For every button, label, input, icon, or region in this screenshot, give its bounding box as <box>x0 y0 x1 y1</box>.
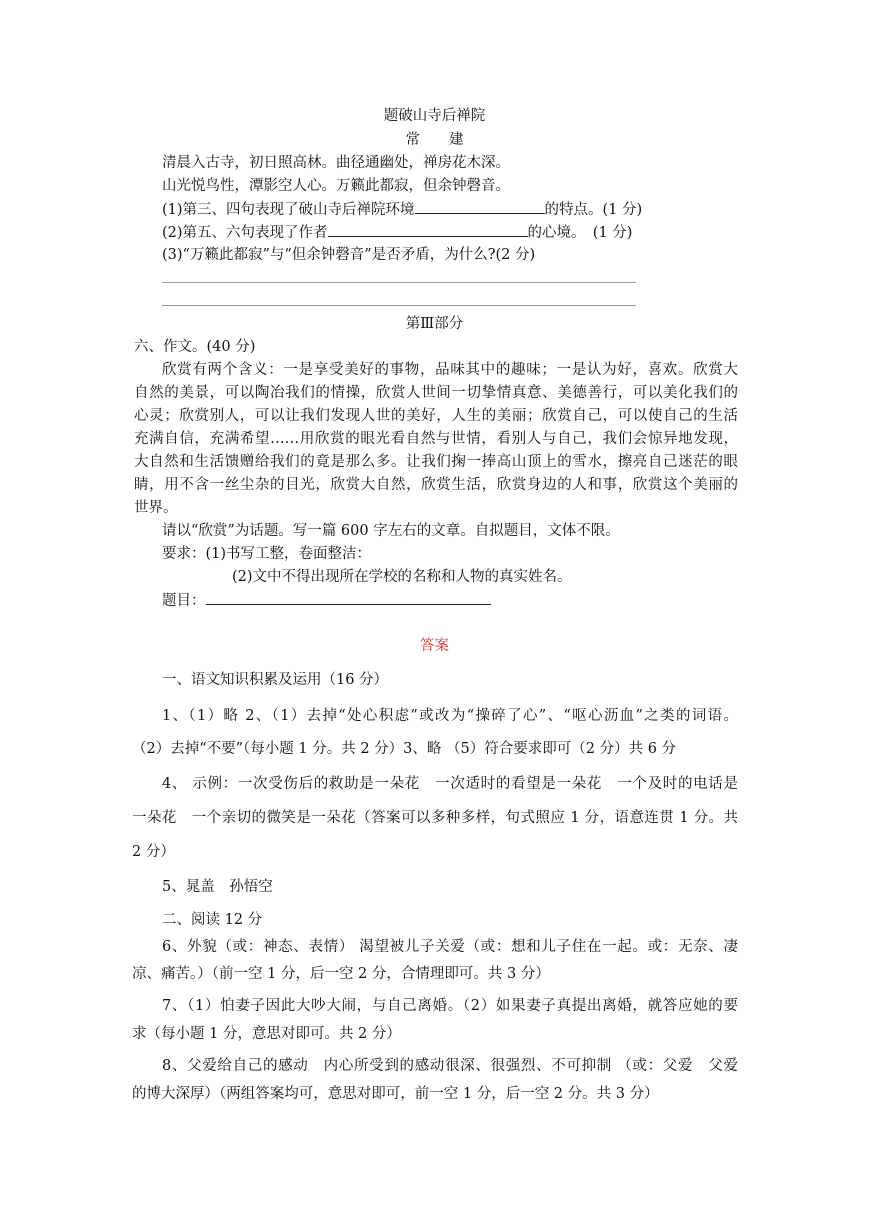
composition-task: 请以“欣赏”为话题。写一篇 600 字左右的文章。自拟题目，文体不限。 <box>162 523 620 539</box>
title-label: 题目： <box>162 593 206 609</box>
question-2-prefix: (2)第五、六句表现了作者 <box>162 225 328 241</box>
answer-line: 4、 示例：一次受伤后的救助是一朵花 一次适时的看望是一朵花 一个及时的电话是 <box>162 776 738 792</box>
prompt-line: 欣赏有两个含义：一是享受美好的事物，品味其中的趣味；一是认为好，喜欢。欣赏大 <box>162 362 738 378</box>
prompt-line: 充满自信，充满希望……用欣赏的眼光看自然与世情，看别人与自己，我们会惊异地发现， <box>134 431 738 447</box>
answer-line: 5、晁盖 孙悟空 <box>162 879 273 895</box>
part3-heading: 第Ⅲ部分 <box>405 316 464 332</box>
answer-line: 求（每小题 1 分，意思对即可。共 2 分） <box>132 1026 401 1042</box>
poem-line-2: 山光悦鸟性，潭影空人心。万籁此都寂，但余钟磬音。 <box>162 178 510 194</box>
question-3: (3)“万籁此都寂”与“但余钟磬音”是否矛盾，为什么?(2 分) <box>162 247 536 263</box>
prompt-line: 大自然和生活馈赠给我们的竟是那么多。让我们掬一捧高山顶上的雪水，擦亮自己迷茫的眼 <box>134 454 738 470</box>
answer-line: 二、阅读 12 分 <box>162 912 263 928</box>
poem-author: 常 建 <box>405 132 464 148</box>
answer-blank-2 <box>328 222 528 237</box>
question-1 <box>162 199 642 220</box>
answer-line: （2）去掉“不要”（每小题 1 分。共 2 分）3、略 （5）符合要求即可（2 分）共 6 分 <box>132 741 677 757</box>
answer-blank-1 <box>415 199 545 214</box>
prompt-line: 世界。 <box>134 500 178 516</box>
answer-line: 8、父爱给自己的感动 内心所受到的感动很深、很强烈、不可抑制 （或：父爱 父爱 <box>162 1058 738 1074</box>
answer-line: 一、语文知识积累及运用（16 分） <box>162 672 389 688</box>
poem-line-1: 清晨入古寺，初日照高林。曲径通幽处，禅房花木深。 <box>162 155 510 171</box>
answer-line: 6、外貌（或：神态、表情） 渴望被儿子关爱（或：想和儿子住在一起。或：无奈、凄 <box>162 939 738 955</box>
answer-line: 1、（1）略 2、（1）去掉“处心积虑”或改为“操碎了心”、“呕心沥血”之类的词语。 <box>162 708 738 724</box>
prompt-line: 睛，用不含一丝尘杂的目光，欣赏大自然，欣赏生活，欣赏身边的人和事，欣赏这个美丽的 <box>134 477 738 493</box>
composition-section-title: 六、作文。(40 分) <box>134 339 256 355</box>
question-2-suffix: 的心境。 (1 分) <box>527 225 633 241</box>
prompt-line: 心灵；欣赏别人，可以让我们发现人世的美好，人生的美丽；欣赏自己，可以使自己的生活 <box>134 408 738 424</box>
poem-title: 题破山寺后禅院 <box>383 108 486 124</box>
question-1-suffix: 的特点。(1 分) <box>544 202 643 218</box>
answer-line: 2 分） <box>132 844 175 860</box>
question-2 <box>162 222 632 243</box>
requirement-2: (2)文中不得出现所在学校的名称和人物的真实姓名。 <box>232 569 572 585</box>
answer-line: 凉、痛苦。）（前一空 1 分，后一空 2 分，合情理即可。共 3 分） <box>132 966 550 982</box>
composition-title-field <box>162 590 491 611</box>
title-blank <box>206 590 491 605</box>
requirement-1: 要求：(1)书写工整，卷面整洁： <box>162 546 372 562</box>
answer-line-1 <box>162 282 636 283</box>
answer-line-2 <box>162 305 636 306</box>
question-1-prefix: (1)第三、四句表现了破山寺后禅院环境 <box>162 202 415 218</box>
answers-heading: 答案 <box>420 638 449 654</box>
answer-line: 一朵花 一个亲切的微笑是一朵花（答案可以多种多样，句式照应 1 分，语意连贯 1 分。共 <box>132 810 738 826</box>
prompt-line: 自然的美景，可以陶冶我们的情操，欣赏人世间一切挚情真意、美德善行，可以美化我们的 <box>134 385 738 401</box>
answer-line: 的博大深厚）（两组答案均可，意思对即可，前一空 1 分，后一空 2 分。共 3 分） <box>132 1086 659 1102</box>
answer-line: 7、（1）怕妻子因此大吵大闹，与自己离婚。（2）如果妻子真提出离婚，就答应她的要 <box>162 998 738 1014</box>
